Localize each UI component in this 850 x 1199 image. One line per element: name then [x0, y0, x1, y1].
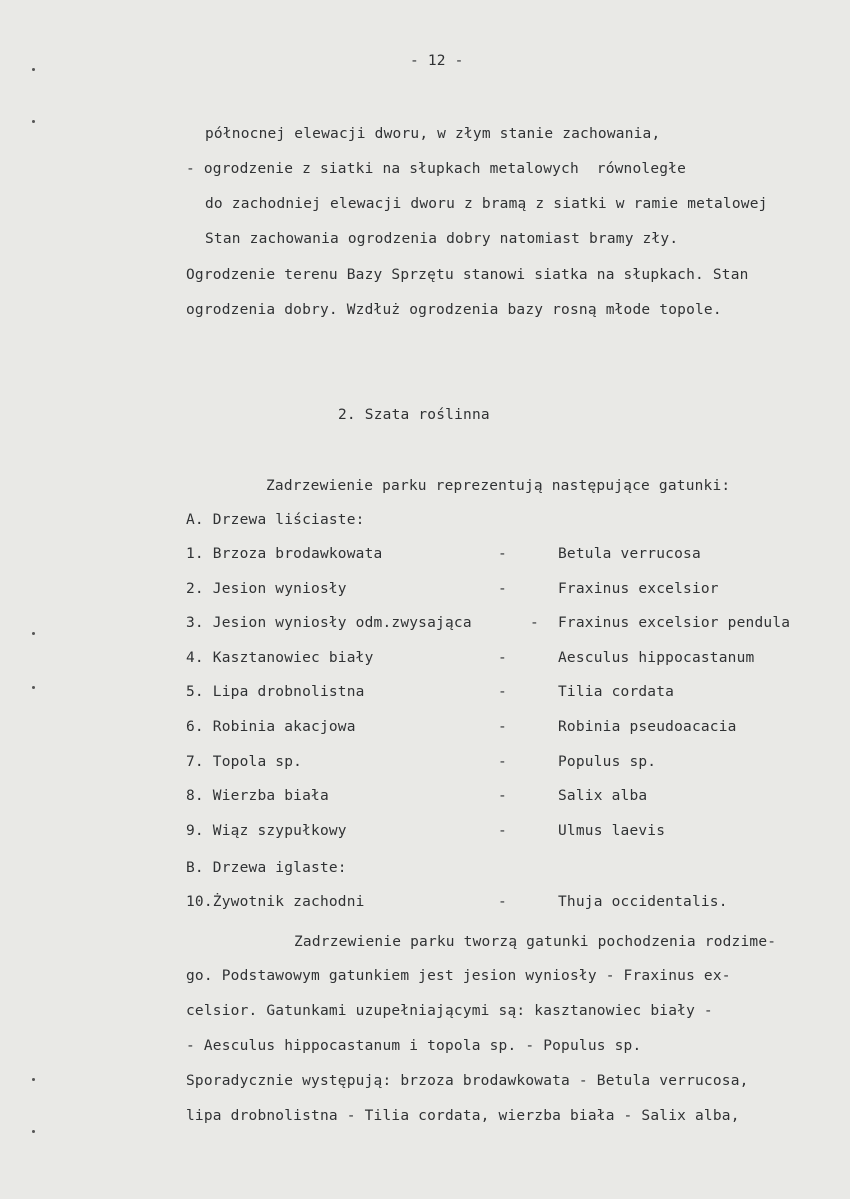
- punch-mark: [32, 632, 35, 635]
- species-dash: -: [498, 684, 507, 701]
- species-latin-name: Tilia cordata: [558, 684, 675, 701]
- text-line: Stan zachowania ogrodzenia dobry natomiast bramy zły.: [205, 231, 679, 247]
- species-intro: Zadrzewienie parku reprezentują następujące gatunki:: [266, 478, 731, 494]
- punch-mark: [32, 1078, 35, 1081]
- species-polish-name: 10.Żywotnik zachodni: [186, 894, 365, 910]
- species-polish-name: 2. Jesion wyniosły: [186, 580, 347, 597]
- punch-mark: [32, 1130, 35, 1133]
- punch-mark: [32, 120, 35, 123]
- species-polish-name: 6. Robinia akacjowa: [186, 719, 356, 735]
- text-line: północnej elewacji dworu, w złym stanie zachowania,: [205, 126, 661, 142]
- text-line: do zachodniej elewacji dworu z bramą z siatki w ramie metalowej: [205, 196, 768, 212]
- species-polish-name: 4. Kasztanowiec biały: [186, 649, 374, 666]
- group-heading-conifers: B. Drzewa iglaste:: [186, 860, 347, 876]
- species-latin-name: Robinia pseudoacacia: [558, 719, 737, 735]
- species-latin-name: Thuja occidentalis.: [558, 894, 728, 910]
- text-line: - Aesculus hippocastanum i topola sp. - Populus sp.: [186, 1038, 642, 1054]
- species-latin-name: Salix alba: [558, 788, 648, 805]
- punch-mark: [32, 68, 35, 71]
- species-latin-name: Ulmus laevis: [558, 822, 666, 839]
- species-dash: -: [498, 753, 507, 770]
- text-line: celsior. Gatunkami uzupełniającymi są: kasztanowiec biały -: [186, 1003, 713, 1019]
- text-line: lipa drobnolistna - Tilia cordata, wierzba biała - Salix alba,: [186, 1108, 740, 1124]
- species-dash: -: [498, 546, 507, 562]
- species-latin-name: Aesculus hippocastanum: [558, 649, 755, 666]
- text-line: go. Podstawowym gatunkiem jest jesion wyniosły - Fraxinus ex-: [186, 968, 731, 984]
- species-latin-name: Betula verrucosa: [558, 546, 701, 562]
- species-polish-name: 9. Wiąz szypułkowy: [186, 822, 347, 839]
- species-polish-name: 8. Wierzba biała: [186, 788, 329, 805]
- punch-mark: [32, 686, 35, 689]
- species-dash: -: [498, 719, 507, 735]
- species-polish-name: 3. Jesion wyniosły odm.zwysająca: [186, 615, 472, 632]
- species-dash: -: [498, 649, 507, 666]
- text-line: Ogrodzenie terenu Bazy Sprzętu stanowi siatka na słupkach. Stan: [186, 267, 749, 283]
- species-dash: -: [530, 615, 539, 632]
- group-heading-deciduous: A. Drzewa liściaste:: [186, 512, 365, 528]
- species-polish-name: 7. Topola sp.: [186, 753, 303, 770]
- species-dash: -: [498, 788, 507, 805]
- species-latin-name: Populus sp.: [558, 753, 657, 770]
- section-heading: 2. Szata roślinna: [338, 407, 490, 423]
- text-line: - ogrodzenie z siatki na słupkach metalowych równoległe: [186, 161, 687, 177]
- text-line: ogrodzenia dobry. Wzdłuż ogrodzenia bazy rosną młode topole.: [186, 302, 722, 318]
- species-latin-name: Fraxinus excelsior: [558, 580, 719, 597]
- species-latin-name: Fraxinus excelsior pendula: [558, 615, 791, 632]
- text-line: Sporadycznie występują: brzoza brodawkowata - Betula verrucosa,: [186, 1073, 749, 1089]
- species-dash: -: [498, 822, 507, 839]
- page-number: - 12 -: [410, 53, 464, 69]
- text-line: Zadrzewienie parku tworzą gatunki pochodzenia rodzime-: [294, 934, 777, 950]
- species-polish-name: 5. Lipa drobnolistna: [186, 684, 365, 701]
- species-polish-name: 1. Brzoza brodawkowata: [186, 546, 383, 562]
- species-dash: -: [498, 580, 507, 597]
- species-dash: -: [498, 894, 507, 910]
